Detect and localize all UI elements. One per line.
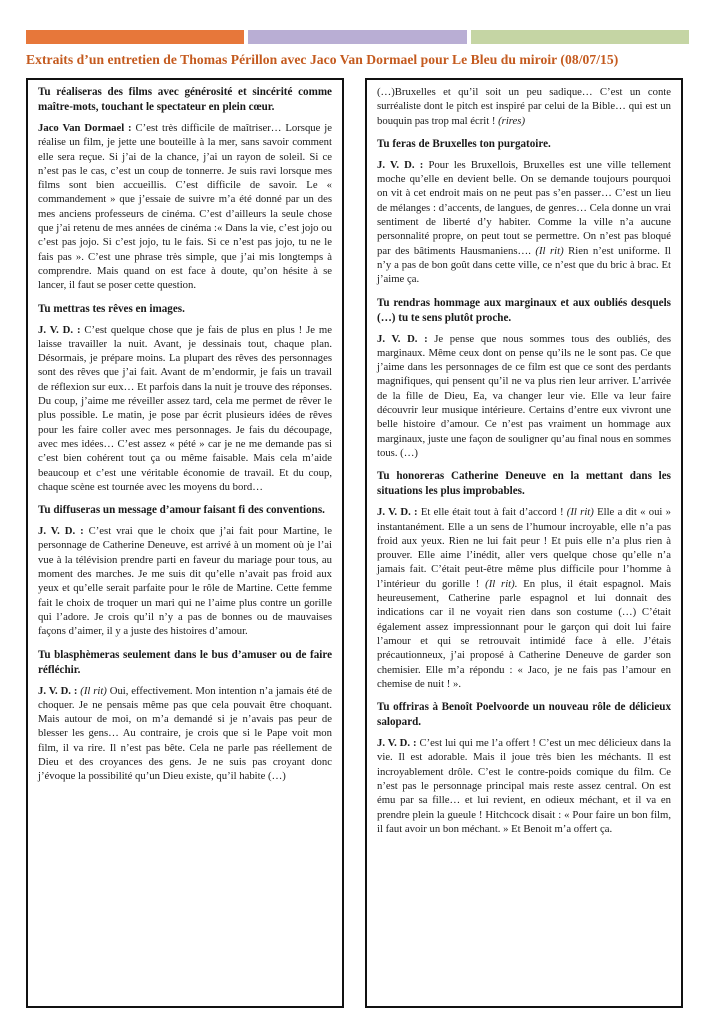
question: Tu mettras tes rêves en images.	[38, 302, 185, 315]
question: Tu diffuseras un message d’amour faisant fi des conventions.	[38, 504, 325, 517]
answer: J. V. D. : Et elle était tout à fait d’accord ! (Il rit) Elle a dit « oui » instantanément. Elle a un sens de l’humour incroyable, elle n’a pas froid aux yeux. Rien ne lui fait peur ! Et puis elle n’a plus rien à prouver. Elle aime l’inédit, aller vers quelque chose qu’elle n’a jamais fait. C’était peut-être même plus difficile pour l’homme à l’intérieur du gorille ! (Il rit). En plus, il était espagnol. Mais heureusement, Catherine parle espagnol et lui donnait des indications car il ne voyait rien dans son costume (…) C’était également assez impressionnant pour le garçon qui doit lui faire l’amour et qui se retrouvait intimidé face à elle. J’étais précautionneux, j’ai proposé à Catherine Deneuve de garder son chemisier. Elle m’a répondu : « Jaco, je ne fais pas l’amour en chemise de nuit ! ».	[377, 506, 671, 690]
answer: J. V. D. : C’est lui qui me l’a offert ! C’est un mec délicieux dans la vie. Il est adorable. Mais il joue très bien les méchants. Il est incroyablement drôle. C’est le contre-poids comique du film. Ce n’est pas le personnage principal mais reste assez central. On est ému par sa fille… et lui revient, en odieux méchant, et il va en prendre plein la gueule ! Hitchcock disait : « Pour faire un bon film, il faut avoir un bon méchant. » Et Benoit m’a offert ça.	[377, 737, 671, 835]
speaker: Jaco Van Dormael :	[38, 122, 132, 134]
page-title: Extraits d’un entretien de Thomas Périllon avec Jaco Van Dormael pour Le Bleu du miroir (08/07/15)	[26, 52, 619, 67]
question: Tu blasphèmeras seulement dans le bus d’amuser ou de faire réfléchir.	[38, 648, 332, 676]
question: Tu rendras hommage aux marginaux et aux oubliés desquels (…) tu te sens plutôt proche.	[377, 296, 671, 324]
header-color-bars	[26, 30, 689, 44]
speaker: J. V. D. :	[377, 737, 417, 750]
bar-lavender	[248, 30, 466, 44]
answer: J. V. D. : Pour les Bruxellois, Bruxelles est une ville tellement moche qu’elle en devient belle. On se demande toujours pourquoi on vit à cet endroit mais on ne peut pas s’en passer… C’est un lieu de mélanges : d’accents, de langues, de genres… Cela donne un vrai sentiment de liberté d’y habiter. Comme la ville n’a aucune personnalité propre, on peut tout se permettre. On n’est pas bloqué par des bâtiments Hausmaniens…. (Il rit) Rien n’est uniforme. Il n’y a pas de bon goût dans cette ville, ce n’est que du bric à brac. Et j’aime ça.	[377, 158, 671, 286]
speaker: J. V. D. :	[377, 506, 418, 519]
question: Tu réaliseras des films avec générosité et sincérité comme maître-mots, touchant le spectateur en plein cœur.	[38, 86, 332, 113]
answer-continued: (…)Bruxelles et qu’il soit un peu sadique… C’est un conte surréaliste dont le pitch est inspiré par celui de la Bible… qui est un bouquin pas trop mal écrit ! (rires)	[377, 86, 671, 127]
speaker: J. V. D. :	[377, 158, 424, 171]
speaker: J. V. D. :	[377, 332, 428, 345]
speaker: J. V. D. :	[38, 525, 84, 538]
left-column	[26, 78, 344, 1008]
answer: Jaco Van Dormael : C’est très difficile de maîtriser… Lorsque je réalise un film, je jette une bouteille à la mer, sans savoir comment elle sera reçue. Si j’ai de la chance, j’ai un rayon de soleil. Si ce n’est pas le cas, c’est un coup de tonnerre. Je suis ravi lorsque mes films sont bien accueillis. C’est difficile de savoir. Le « commandement » que j’essaie de suivre m’a été donné par un des mes anciens professeurs de cinéma. C’est d’ailleurs la seule chose que j’ai retenu de mes années de cinéma :« Dans la vie, c’est jojo ou c’est pas jojo. Si c’est jojo, tu le fais. Si ce n’est pas jojo, tu ne le fais pas ». C’est une phrase très simple, que j’ai mis longtemps à comprendre. Mais quand on est face à doute, qu’on hésite à se lancer, il faut se poser cette question.	[38, 122, 332, 292]
answer: J. V. D. : C’est quelque chose que je fais de plus en plus ! Je me laisse travailler la nuit. Avant, je dessinais tout, chaque plan. Désormais, je prépare moins. La plupart des rêves des personnages sont des rêves que j’ai fait. Avant de m’endormir, je fais un travail de réflexion sur eux… Et parfois dans la nuit je trouve des réponses. Du coup, j’aime me réveiller assez tard, cela me permet de rêver le plus possible. Le matin, je pose par écrit plusieurs idées de rêves pour les faire coller avec mes personnages. Je fais du découpage, avec mes idées… C’est assez « pété » car je ne me demande pas si c’est bien cohérent tout ça ou même faisable. Mais cela m’aide beaucoup et c’est une véritable économie de travail. Et du coup, chaque scène est tournée avec les moyens du bord…	[38, 323, 332, 493]
bar-orange	[26, 30, 244, 44]
question: Tu feras de Bruxelles ton purgatoire.	[377, 137, 551, 150]
bar-green	[471, 30, 689, 44]
question: Tu honoreras Catherine Deneuve en la mettant dans les situations les plus improbables.	[377, 470, 671, 498]
speaker: J. V. D. :	[38, 323, 81, 336]
speaker: J. V. D. :	[38, 684, 78, 697]
question: Tu offriras à Benoît Poelvoorde un nouveau rôle de délicieux salopard.	[377, 701, 671, 729]
answer: J. V. D. : Je pense que nous sommes tous des oubliés, des marginaux. Même ceux dont on pense qu’ils ne le sont pas. Ce que j’aime dans les personnages de ce film est que ce sont des perdants magnifiques, qui pensent qu’il ne va plus rien leur arriver. L’arrivée de la fille de Dieu, Ea, va changer leur vie. Elle va leur faire découvrir leur musique intérieure. Certains d’entre eux vivront une belle histoire d’amour. Ce n’est pas vraiment un hommage aux marginaux, juste une façon de souligner qu’au final nous en sommes tous. (…)	[377, 332, 671, 459]
right-column	[365, 78, 683, 1008]
answer: J. V. D. : C’est vrai que le choix que j’ai fait pour Martine, le personnage de Catherine Deneuve, est arrivé à un moment où je l’ai vue à la télévision prendre parti en faveur du mariage pour tous, au moment des marches. Je me suis dit qu’elle n’avait pas froid aux yeux et qu’elle serait parfaite pour le rôle de Martine. Cette femme fait le choix de troquer un mari qui ne l’aime plus contre un gorille qui l’adore. Je crois qu’il n’y a pas de bonnes ou de mauvaises façons d’aimer, il y a juste des histoires d’amour.	[38, 525, 332, 638]
answer: J. V. D. : (Il rit) Oui, effectivement. Mon intention n’a jamais été de choquer. Je ne pensais même pas que cela pouvait être choquant. Mais autour de moi, on m’a demandé si je n’avais pas peur de blesser les gens… Au contraire, je crois que si le Pape voit mon film, il va rire. Il n’est pas bête. Cela ne parle pas réellement de Dieu et des croyances des gens. Je ne suis pas croyant donc j’évoque la possibilité qu’un Dieu existe, qu’il habite (…)	[38, 684, 332, 783]
